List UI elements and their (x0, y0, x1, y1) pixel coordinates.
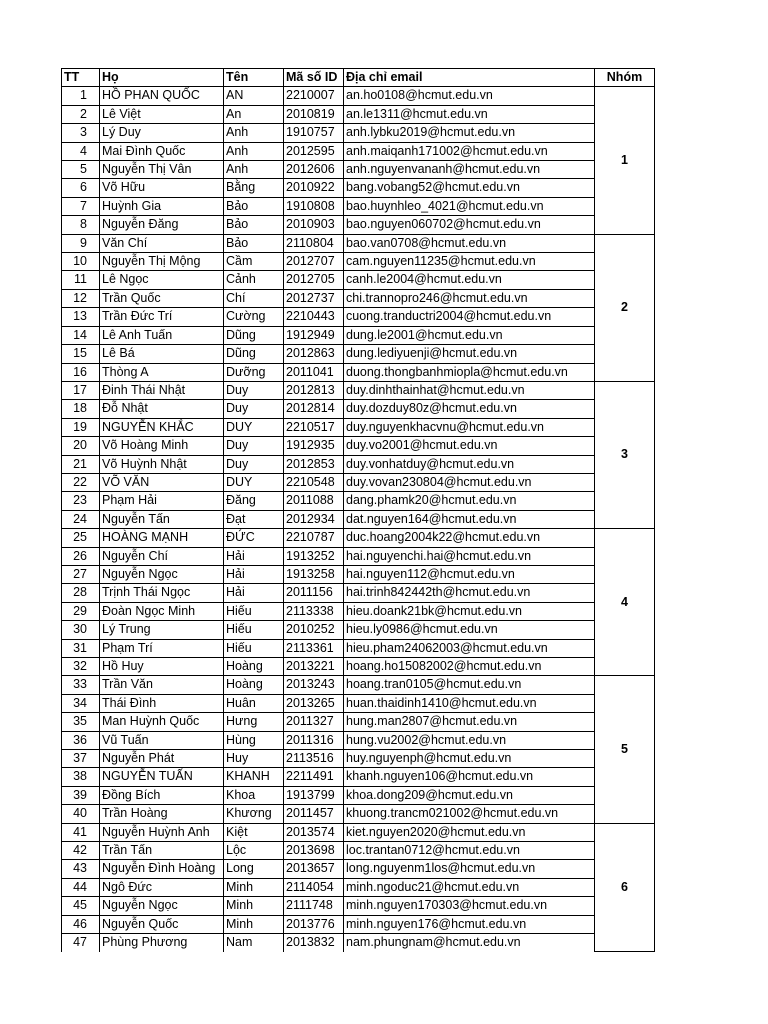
ho-cell: Thòng A (100, 363, 224, 381)
row-number: 15 (62, 345, 100, 363)
header-email: Địa chỉ email (344, 69, 595, 87)
row-number: 40 (62, 805, 100, 823)
header-row (62, 69, 655, 87)
ho-cell: Trần Hoàng (100, 805, 224, 823)
table-row (62, 271, 655, 289)
table-row (62, 713, 655, 731)
row-number: 10 (62, 253, 100, 271)
row-number: 13 (62, 308, 100, 326)
email-cell: hieu.ly0986@hcmut.edu.vn (344, 621, 595, 639)
ho-cell: Phạm Trí (100, 639, 224, 657)
table-row (62, 197, 655, 215)
id-cell: 2012737 (284, 289, 344, 307)
email-cell: anh.maiqanh171002@hcmut.edu.vn (344, 142, 595, 160)
group-cell: 5 (595, 676, 655, 823)
ho-cell: Văn Chí (100, 234, 224, 252)
table-row (62, 602, 655, 620)
email-cell: duong.thongbanhmiopla@hcmut.edu.vn (344, 363, 595, 381)
email-cell: hung.man2807@hcmut.edu.vn (344, 713, 595, 731)
email-cell: bao.huynhleo_4021@hcmut.edu.vn (344, 197, 595, 215)
id-cell: 1913799 (284, 786, 344, 804)
table-row (62, 915, 655, 933)
id-cell: 2012853 (284, 455, 344, 473)
table-row (62, 87, 655, 105)
email-cell: bao.nguyen060702@hcmut.edu.vn (344, 216, 595, 234)
ten-cell: Hưng (224, 713, 284, 731)
group-cell: 2 (595, 234, 655, 381)
ten-cell: Đạt (224, 510, 284, 528)
row-number: 31 (62, 639, 100, 657)
row-number: 18 (62, 400, 100, 418)
email-cell: khoa.dong209@hcmut.edu.vn (344, 786, 595, 804)
row-number: 8 (62, 216, 100, 234)
ho-cell: Nguyễn Đình Hoàng (100, 860, 224, 878)
ho-cell: Đinh Thái Nhật (100, 381, 224, 399)
email-cell: duy.dinhthainhat@hcmut.edu.vn (344, 381, 595, 399)
table-row (62, 621, 655, 639)
id-cell: 2012606 (284, 161, 344, 179)
ten-cell: Bảo (224, 234, 284, 252)
row-number: 21 (62, 455, 100, 473)
ten-cell: Anh (224, 142, 284, 160)
row-number: 12 (62, 289, 100, 307)
ho-cell: Lý Trung (100, 621, 224, 639)
row-number: 44 (62, 878, 100, 896)
id-cell: 2013832 (284, 934, 344, 952)
ho-cell: Lê Việt (100, 105, 224, 123)
row-number: 42 (62, 842, 100, 860)
email-cell: duy.nguyenkhacvnu@hcmut.edu.vn (344, 418, 595, 436)
ten-cell: Dũng (224, 326, 284, 344)
row-number: 3 (62, 124, 100, 142)
email-cell: hai.nguyen112@hcmut.edu.vn (344, 565, 595, 583)
row-number: 22 (62, 473, 100, 491)
ho-cell: Nguyễn Tấn (100, 510, 224, 528)
id-cell: 2013698 (284, 842, 344, 860)
id-cell: 2111748 (284, 897, 344, 915)
table-row (62, 308, 655, 326)
ho-cell: Lê Bá (100, 345, 224, 363)
row-number: 30 (62, 621, 100, 639)
ho-cell: Trần Đức Trí (100, 308, 224, 326)
email-cell: khuong.trancm021002@hcmut.edu.vn (344, 805, 595, 823)
id-cell: 2210548 (284, 473, 344, 491)
header-tt: TT (62, 69, 100, 87)
table-row (62, 326, 655, 344)
ten-cell: Khoa (224, 786, 284, 804)
ho-cell: Vũ Tuấn (100, 731, 224, 749)
email-cell: dung.le2001@hcmut.edu.vn (344, 326, 595, 344)
row-number: 24 (62, 510, 100, 528)
id-cell: 2113338 (284, 602, 344, 620)
email-cell: kiet.nguyen2020@hcmut.edu.vn (344, 823, 595, 841)
row-number: 43 (62, 860, 100, 878)
row-number: 20 (62, 437, 100, 455)
table-row (62, 216, 655, 234)
email-cell: minh.nguyen176@hcmut.edu.vn (344, 915, 595, 933)
ho-cell: VÕ VĂN (100, 473, 224, 491)
email-cell: an.le1311@hcmut.edu.vn (344, 105, 595, 123)
table-row (62, 584, 655, 602)
id-cell: 2011316 (284, 731, 344, 749)
row-number: 5 (62, 161, 100, 179)
table-row (62, 289, 655, 307)
row-number: 17 (62, 381, 100, 399)
email-cell: bao.van0708@hcmut.edu.vn (344, 234, 595, 252)
email-cell: canh.le2004@hcmut.edu.vn (344, 271, 595, 289)
id-cell: 2012705 (284, 271, 344, 289)
ho-cell: Thái Đình (100, 694, 224, 712)
ho-cell: Đồng Bích (100, 786, 224, 804)
email-cell: dang.phamk20@hcmut.edu.vn (344, 492, 595, 510)
ten-cell: Duy (224, 455, 284, 473)
ten-cell: An (224, 105, 284, 123)
table-row (62, 124, 655, 142)
table-row (62, 161, 655, 179)
id-cell: 2013574 (284, 823, 344, 841)
ten-cell: Long (224, 860, 284, 878)
ten-cell: Anh (224, 161, 284, 179)
row-number: 25 (62, 529, 100, 547)
email-cell: loc.trantan0712@hcmut.edu.vn (344, 842, 595, 860)
ten-cell: Hoàng (224, 676, 284, 694)
id-cell: 2210443 (284, 308, 344, 326)
ho-cell: Nguyễn Thị Vân (100, 161, 224, 179)
email-cell: hai.trinh842442th@hcmut.edu.vn (344, 584, 595, 602)
table-row (62, 179, 655, 197)
ten-cell: Dưỡng (224, 363, 284, 381)
row-number: 32 (62, 658, 100, 676)
id-cell: 2012707 (284, 253, 344, 271)
ho-cell: Đoàn Ngọc Minh (100, 602, 224, 620)
ho-cell: Man Huỳnh Quốc (100, 713, 224, 731)
email-cell: duy.dozduy80z@hcmut.edu.vn (344, 400, 595, 418)
table-row (62, 363, 655, 381)
row-number: 27 (62, 565, 100, 583)
id-cell: 1910757 (284, 124, 344, 142)
email-cell: hieu.pham24062003@hcmut.edu.vn (344, 639, 595, 657)
email-cell: hung.vu2002@hcmut.edu.vn (344, 731, 595, 749)
email-cell: hai.nguyenchi.hai@hcmut.edu.vn (344, 547, 595, 565)
email-cell: anh.lybku2019@hcmut.edu.vn (344, 124, 595, 142)
ho-cell: Võ Hoàng Minh (100, 437, 224, 455)
id-cell: 2011088 (284, 492, 344, 510)
ho-cell: Mai Đình Quốc (100, 142, 224, 160)
ten-cell: Duy (224, 437, 284, 455)
email-cell: anh.nguyenvananh@hcmut.edu.vn (344, 161, 595, 179)
ten-cell: DUY (224, 418, 284, 436)
email-cell: long.nguyenm1los@hcmut.edu.vn (344, 860, 595, 878)
email-cell: duy.vo2001@hcmut.edu.vn (344, 437, 595, 455)
ho-cell: Trịnh Thái Ngọc (100, 584, 224, 602)
ho-cell: HOÀNG MẠNH (100, 529, 224, 547)
table-row (62, 105, 655, 123)
group-cell: 4 (595, 529, 655, 676)
row-number: 19 (62, 418, 100, 436)
id-cell: 2013221 (284, 658, 344, 676)
ten-cell: Hải (224, 565, 284, 583)
email-cell: duy.vonhatduy@hcmut.edu.vn (344, 455, 595, 473)
ten-cell: Bằng (224, 179, 284, 197)
ten-cell: Huân (224, 694, 284, 712)
row-number: 4 (62, 142, 100, 160)
email-cell: minh.nguyen170303@hcmut.edu.vn (344, 897, 595, 915)
ho-cell: Nguyễn Phát (100, 750, 224, 768)
email-cell: hieu.doank21bk@hcmut.edu.vn (344, 602, 595, 620)
ten-cell: Minh (224, 878, 284, 896)
id-cell: 2013776 (284, 915, 344, 933)
table-row (62, 768, 655, 786)
id-cell: 1913258 (284, 565, 344, 583)
ten-cell: Bảo (224, 197, 284, 215)
id-cell: 2011457 (284, 805, 344, 823)
table-row (62, 455, 655, 473)
id-cell: 2113516 (284, 750, 344, 768)
email-cell: cam.nguyen11235@hcmut.edu.vn (344, 253, 595, 271)
email-cell: cuong.tranductri2004@hcmut.edu.vn (344, 308, 595, 326)
student-group-table (61, 68, 655, 952)
ten-cell: Lộc (224, 842, 284, 860)
id-cell: 2010819 (284, 105, 344, 123)
row-number: 9 (62, 234, 100, 252)
ten-cell: Dũng (224, 345, 284, 363)
table-row (62, 658, 655, 676)
row-number: 34 (62, 694, 100, 712)
group-cell: 6 (595, 823, 655, 951)
table-row (62, 731, 655, 749)
table-row (62, 437, 655, 455)
email-cell: huan.thaidinh1410@hcmut.edu.vn (344, 694, 595, 712)
table-row (62, 529, 655, 547)
ten-cell: Hải (224, 584, 284, 602)
id-cell: 2210787 (284, 529, 344, 547)
row-number: 2 (62, 105, 100, 123)
table-row (62, 878, 655, 896)
id-cell: 2013243 (284, 676, 344, 694)
id-cell: 2011041 (284, 363, 344, 381)
id-cell: 2010903 (284, 216, 344, 234)
ho-cell: Đỗ Nhật (100, 400, 224, 418)
id-cell: 2012934 (284, 510, 344, 528)
row-number: 29 (62, 602, 100, 620)
id-cell: 2013657 (284, 860, 344, 878)
ho-cell: Võ Huỳnh Nhật (100, 455, 224, 473)
id-cell: 2012813 (284, 381, 344, 399)
ho-cell: Nguyễn Ngọc (100, 897, 224, 915)
table-row (62, 547, 655, 565)
row-number: 36 (62, 731, 100, 749)
row-number: 38 (62, 768, 100, 786)
table-row (62, 142, 655, 160)
header-group: Nhóm (595, 69, 655, 87)
table-row (62, 842, 655, 860)
table-row (62, 510, 655, 528)
ten-cell: Bảo (224, 216, 284, 234)
id-cell: 2012595 (284, 142, 344, 160)
table-row (62, 676, 655, 694)
table-row (62, 234, 655, 252)
id-cell: 2010252 (284, 621, 344, 639)
header-ten: Tên (224, 69, 284, 87)
id-cell: 2114054 (284, 878, 344, 896)
ten-cell: Anh (224, 124, 284, 142)
table-row (62, 418, 655, 436)
table-row (62, 565, 655, 583)
ten-cell: Hải (224, 547, 284, 565)
table-row (62, 400, 655, 418)
ten-cell: Hoàng (224, 658, 284, 676)
ho-cell: Nguyễn Huỳnh Anh (100, 823, 224, 841)
ten-cell: Hiếu (224, 639, 284, 657)
ho-cell: Nguyễn Ngọc (100, 565, 224, 583)
id-cell: 2113361 (284, 639, 344, 657)
row-number: 14 (62, 326, 100, 344)
id-cell: 2011156 (284, 584, 344, 602)
ten-cell: Minh (224, 915, 284, 933)
ho-cell: Lý Duy (100, 124, 224, 142)
ten-cell: ĐỨC (224, 529, 284, 547)
ho-cell: Võ Hữu (100, 179, 224, 197)
id-cell: 2012863 (284, 345, 344, 363)
table-row (62, 473, 655, 491)
row-number: 6 (62, 179, 100, 197)
email-cell: hoang.tran0105@hcmut.edu.vn (344, 676, 595, 694)
ten-cell: Cường (224, 308, 284, 326)
ten-cell: Hiếu (224, 602, 284, 620)
email-cell: bang.vobang52@hcmut.edu.vn (344, 179, 595, 197)
ho-cell: Ngô Đức (100, 878, 224, 896)
email-cell: duy.vovan230804@hcmut.edu.vn (344, 473, 595, 491)
id-cell: 2110804 (284, 234, 344, 252)
ten-cell: Cảnh (224, 271, 284, 289)
row-number: 37 (62, 750, 100, 768)
ho-cell: Huỳnh Gia (100, 197, 224, 215)
ho-cell: Nguyễn Đăng (100, 216, 224, 234)
email-cell: an.ho0108@hcmut.edu.vn (344, 87, 595, 105)
row-number: 41 (62, 823, 100, 841)
row-number: 28 (62, 584, 100, 602)
group-cell: 1 (595, 87, 655, 234)
row-number: 1 (62, 87, 100, 105)
table-row (62, 860, 655, 878)
group-cell: 3 (595, 381, 655, 528)
row-number: 16 (62, 363, 100, 381)
table-row (62, 381, 655, 399)
table-body (62, 87, 655, 952)
id-cell: 2011327 (284, 713, 344, 731)
email-cell: dat.nguyen164@hcmut.edu.vn (344, 510, 595, 528)
ho-cell: Trần Quốc (100, 289, 224, 307)
table-row (62, 786, 655, 804)
table-row (62, 823, 655, 841)
id-cell: 1912949 (284, 326, 344, 344)
ten-cell: Hiếu (224, 621, 284, 639)
ten-cell: AN (224, 87, 284, 105)
table-row (62, 492, 655, 510)
ten-cell: Duy (224, 381, 284, 399)
ho-cell: NGUYỄN TUẤN (100, 768, 224, 786)
row-number: 45 (62, 897, 100, 915)
ten-cell: Đăng (224, 492, 284, 510)
ten-cell: Huy (224, 750, 284, 768)
id-cell: 2013265 (284, 694, 344, 712)
id-cell: 1910808 (284, 197, 344, 215)
id-cell: 2012814 (284, 400, 344, 418)
id-cell: 1912935 (284, 437, 344, 455)
ho-cell: Nguyễn Quốc (100, 915, 224, 933)
ho-cell: Trần Tấn (100, 842, 224, 860)
id-cell: 2211491 (284, 768, 344, 786)
row-number: 33 (62, 676, 100, 694)
ten-cell: Chí (224, 289, 284, 307)
ho-cell: Nguyễn Chí (100, 547, 224, 565)
ho-cell: Nguyễn Thị Mộng (100, 253, 224, 271)
ho-cell: Phùng Phương (100, 934, 224, 952)
table-row (62, 750, 655, 768)
email-cell: dung.lediyuenji@hcmut.edu.vn (344, 345, 595, 363)
row-number: 47 (62, 934, 100, 952)
ho-cell: Hồ Huy (100, 658, 224, 676)
table-row (62, 253, 655, 271)
row-number: 7 (62, 197, 100, 215)
row-number: 46 (62, 915, 100, 933)
id-cell: 2210517 (284, 418, 344, 436)
id-cell: 2210007 (284, 87, 344, 105)
ho-cell: Phạm Hải (100, 492, 224, 510)
email-cell: nam.phungnam@hcmut.edu.vn (344, 934, 595, 952)
header-ho: Họ (100, 69, 224, 87)
row-number: 39 (62, 786, 100, 804)
ten-cell: Khương (224, 805, 284, 823)
table-row (62, 639, 655, 657)
table-row (62, 345, 655, 363)
ho-cell: Lê Anh Tuấn (100, 326, 224, 344)
row-number: 23 (62, 492, 100, 510)
ho-cell: NGUYỄN KHẮC (100, 418, 224, 436)
ten-cell: Kiệt (224, 823, 284, 841)
ten-cell: KHANH (224, 768, 284, 786)
email-cell: huy.nguyenph@hcmut.edu.vn (344, 750, 595, 768)
ten-cell: Minh (224, 897, 284, 915)
header-id: Mã số ID (284, 69, 344, 87)
email-cell: duc.hoang2004k22@hcmut.edu.vn (344, 529, 595, 547)
ho-cell: Lê Ngọc (100, 271, 224, 289)
email-cell: khanh.nguyen106@hcmut.edu.vn (344, 768, 595, 786)
email-cell: hoang.ho15082002@hcmut.edu.vn (344, 658, 595, 676)
id-cell: 1913252 (284, 547, 344, 565)
ho-cell: HỒ PHAN QUỐC (100, 87, 224, 105)
ten-cell: Hùng (224, 731, 284, 749)
email-cell: chi.trannopro246@hcmut.edu.vn (344, 289, 595, 307)
row-number: 26 (62, 547, 100, 565)
row-number: 35 (62, 713, 100, 731)
table-row (62, 934, 655, 952)
id-cell: 2010922 (284, 179, 344, 197)
row-number: 11 (62, 271, 100, 289)
ten-cell: Duy (224, 400, 284, 418)
ten-cell: DUY (224, 473, 284, 491)
table-row (62, 897, 655, 915)
ho-cell: Trần Văn (100, 676, 224, 694)
ten-cell: Nam (224, 934, 284, 952)
email-cell: minh.ngoduc21@hcmut.edu.vn (344, 878, 595, 896)
ten-cell: Cầm (224, 253, 284, 271)
table-row (62, 805, 655, 823)
table-row (62, 694, 655, 712)
